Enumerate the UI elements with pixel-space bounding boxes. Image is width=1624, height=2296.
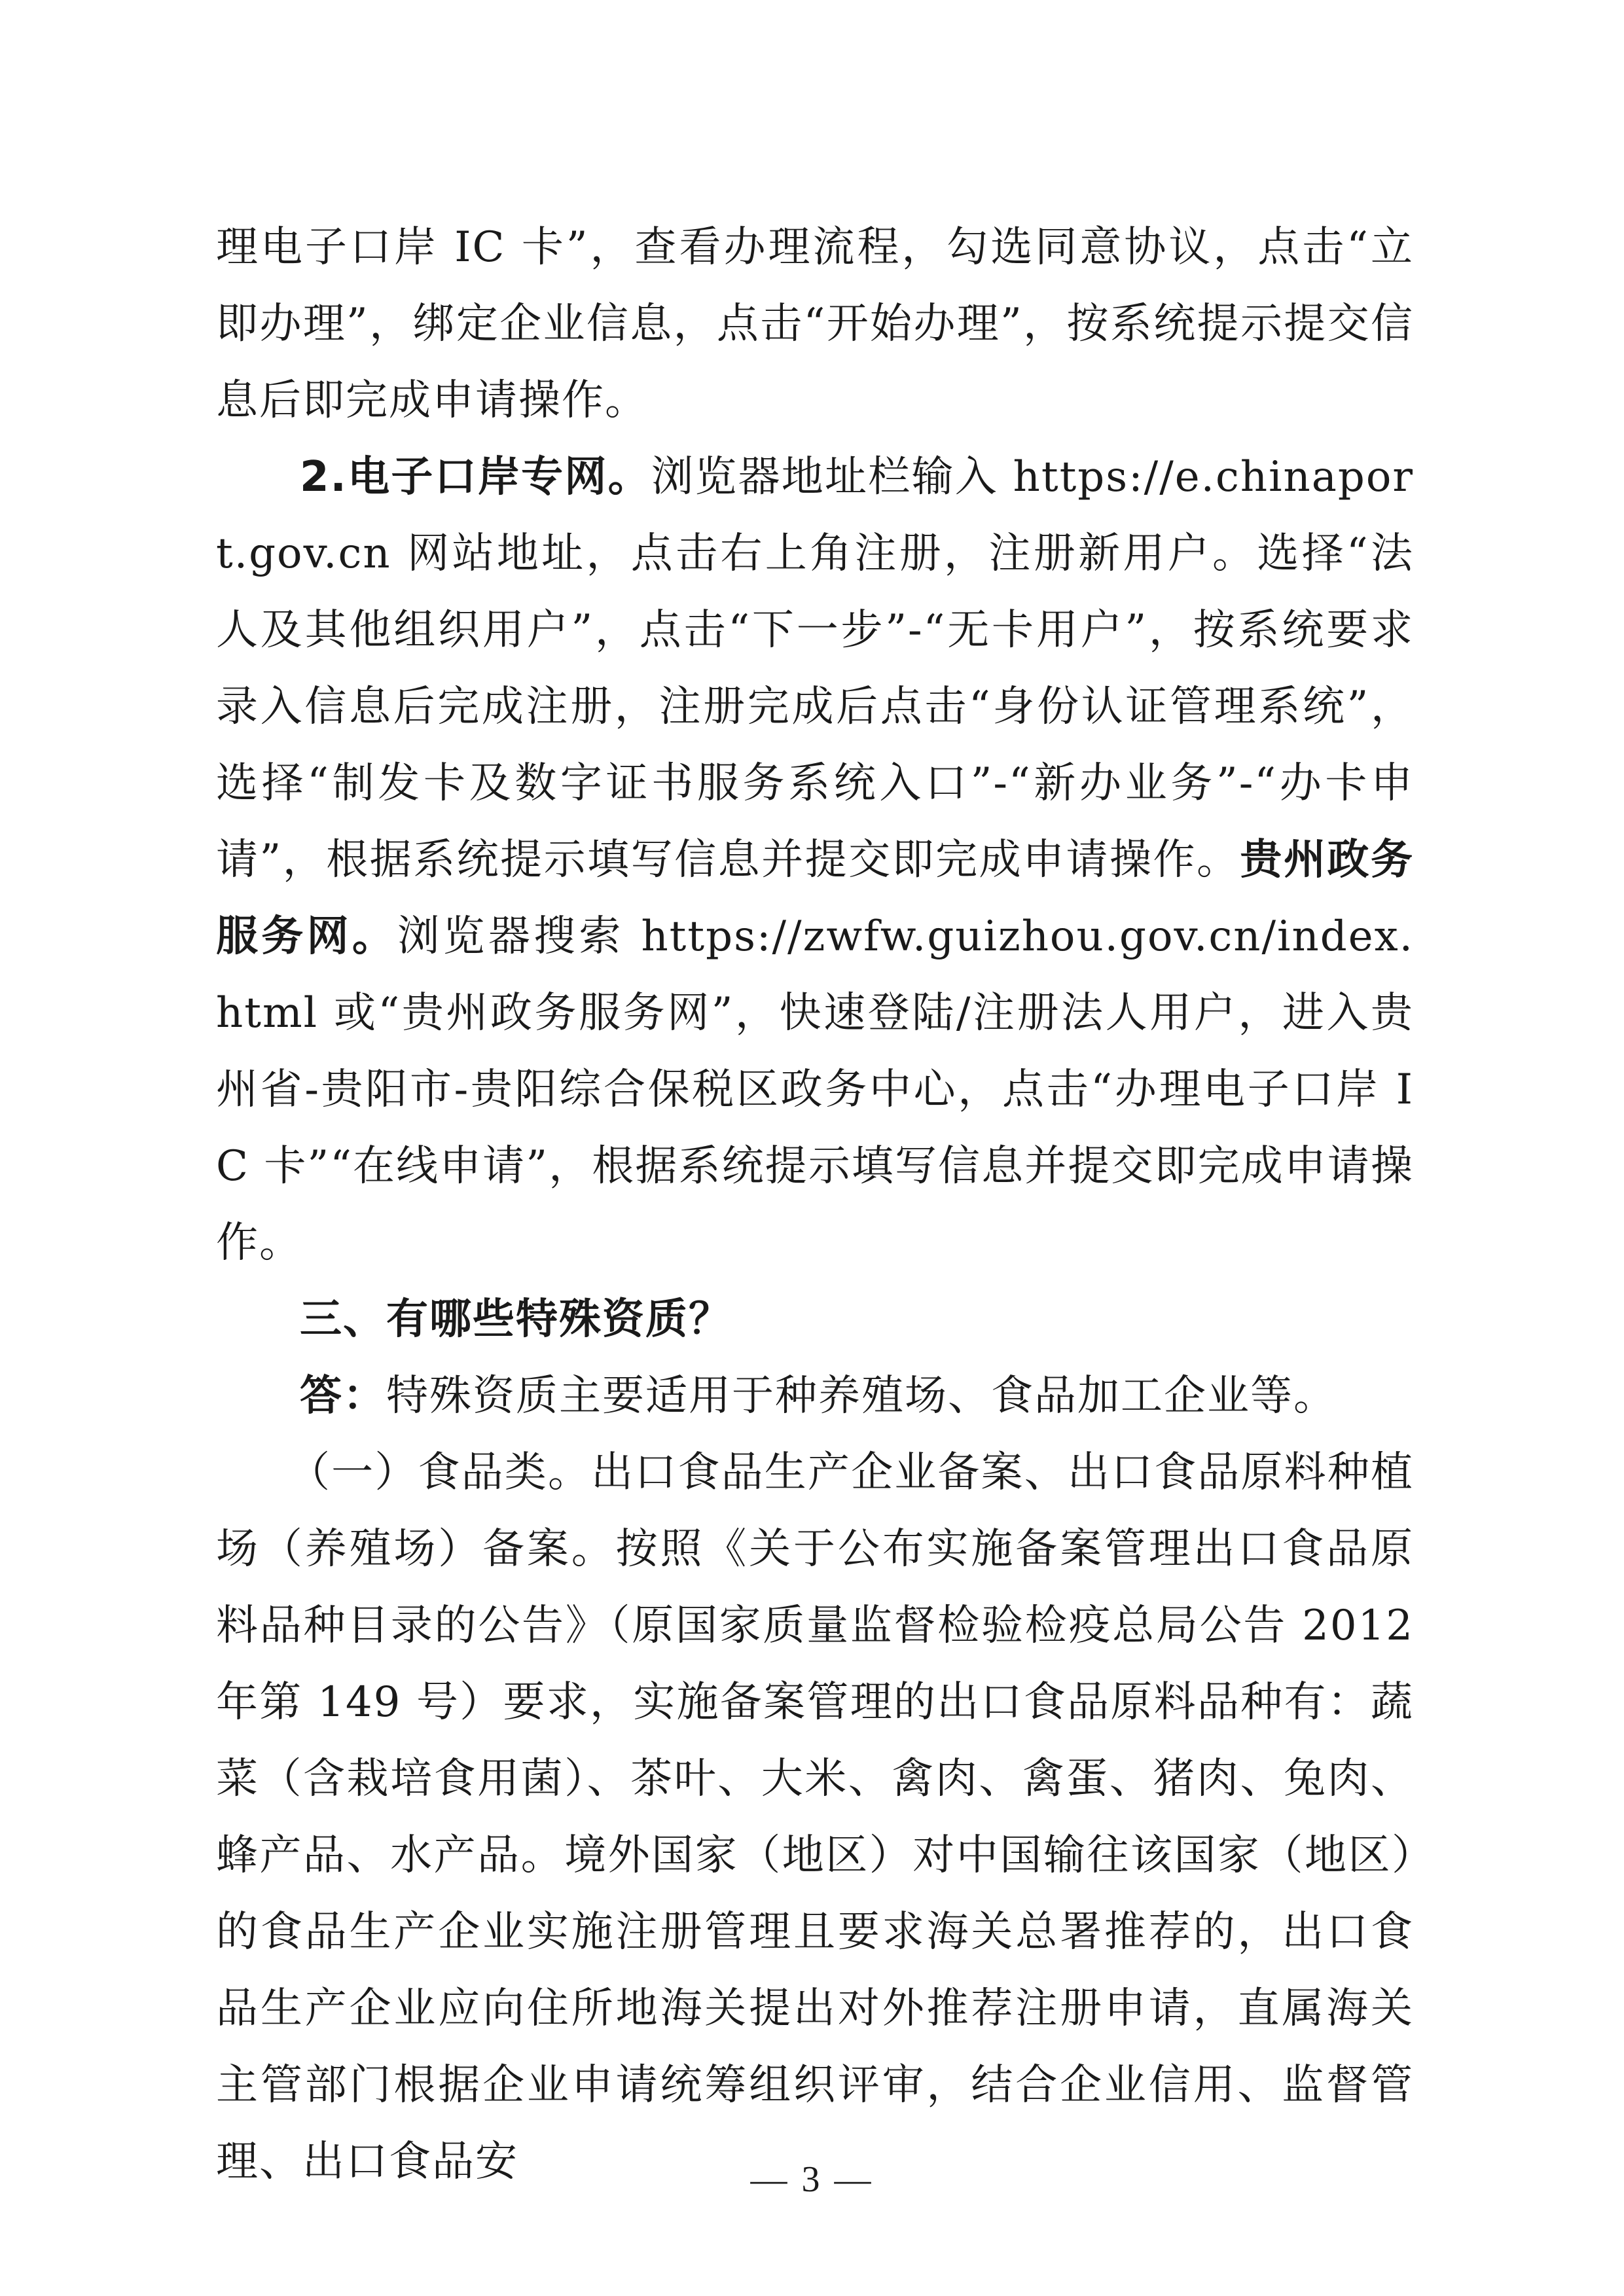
document-body: [216, 209, 1414, 2200]
paragraph-text: （一）食品类。出口食品生产企业备案、出口食品原料种植场（养殖场）备案。按照《关于公布实施备案管理出口食品原料品种目录的公告》（原国家质量监督检验检疫总局公告 2012 年第 149 号）要求，实施备案管理的出口食品原料品种有：蔬菜（含栽培食用菌）、茶叶、大米、禽肉、禽蛋、猪肉、兔肉、蜂产品、水产品。境外国家（地区）对中国输往该国家（地区）的食品生产企业实施注册管理且要求海关总署推荐的，出口食品生产企业应向住所地海关提出对外推荐注册申请，直属海关主管部门根据企业申请统筹组织评审，结合企业信用、监督管理、出口食品安: [216, 1448, 1414, 2186]
paragraph-lead-guizhou: 贵州政务服务网。: [216, 836, 1415, 961]
paragraph-continuation: [216, 209, 1414, 439]
paragraph-food-category: [216, 1435, 1414, 2200]
paragraph-text: 浏览器搜索 https://zwfw.guizhou.gov.cn/index.html 或“贵州政务服务网”，快速登陆/注册法人用户，进入贵州省-贵阳市-贵阳综合保税区政务中心，点击“办理电子口岸 IC 卡”“在线申请”，根据系统提示填写信息并提交即完成申请操作。: [216, 912, 1415, 1267]
paragraph-text: 浏览器地址栏输入 https://e.chinaport.gov.cn 网站地址，点击右上角注册，注册新用户。选择“法人及其他组织用户”，点击“下一步”-“无卡用户”，按系统要求录入信息后完成注册，注册完成后点击“身份认证管理系统”，选择“制发卡及数字证书服务系统入口”-“新办业务”-“办卡申请”，根据系统提示填写信息并提交即完成申请操作。: [216, 453, 1415, 884]
answer-text: 特殊资质主要适用于种养殖场、食品加工企业等。: [386, 1372, 1337, 1420]
answer-paragraph: [216, 1358, 1414, 1435]
paragraph-chinaport: [216, 439, 1414, 1282]
paragraph-lead-chinaport: 2.电子口岸专网。: [300, 453, 651, 501]
section-heading-text: 三、有哪些特殊资质？: [300, 1295, 732, 1344]
section-heading-3: [216, 1282, 1414, 1358]
paragraph-text: 理电子口岸 IC 卡”，查看办理流程，勾选同意协议，点击“立即办理”，绑定企业信息，点击“开始办理”，按系统提示提交信息后即完成申请操作。: [216, 223, 1414, 425]
page-number: — 3 —: [750, 2159, 874, 2200]
answer-lead: 答：: [300, 1372, 386, 1420]
